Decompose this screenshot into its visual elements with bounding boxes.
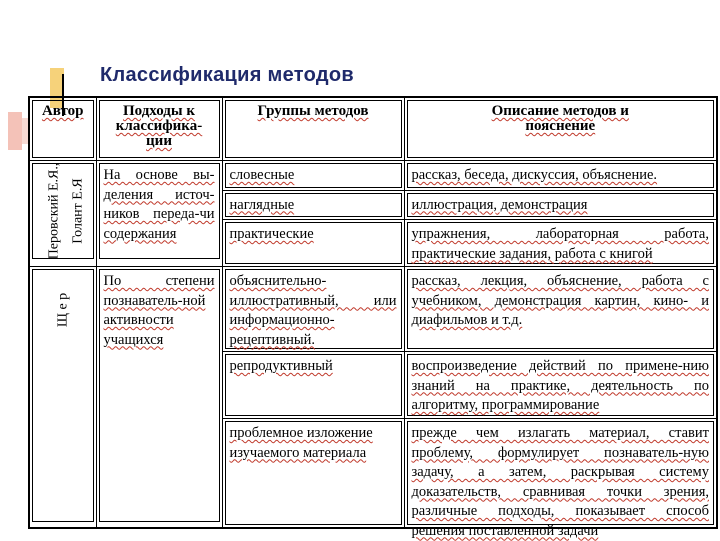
group-cell: [222, 161, 404, 191]
author-name-1a: Перовский Е.Я.,: [46, 162, 62, 260]
author-cell-1: [29, 161, 96, 267]
methods-table: [28, 96, 718, 539]
group-cell: [222, 419, 404, 529]
slide-title: Классификация методов: [100, 64, 354, 86]
description-cell: [404, 190, 717, 220]
header-description-line1: Описание методов и: [491, 103, 629, 119]
header-row: [29, 97, 717, 161]
header-author-text: Автор: [41, 103, 84, 119]
group-text: наглядные: [229, 196, 295, 213]
author-cell-2: [29, 267, 96, 529]
header-groups-text: Группы методов: [257, 103, 369, 119]
author-name-1b: Голант Е.Я: [70, 178, 86, 244]
group-cell: [222, 190, 404, 220]
group-text: практические: [229, 226, 314, 242]
header-approach-line1: Подходы к: [122, 103, 195, 119]
description-text: рассказ, лекция, объяснение, работа с учебником, демонстрация картин, кино- и диафильмов и т.д.: [411, 273, 709, 328]
description-cell: [404, 352, 717, 419]
description-cell: [404, 267, 717, 352]
header-approach-line3: ции: [146, 133, 172, 149]
group-cell: [222, 267, 404, 352]
description-text: иллюстрация, демонстрация: [411, 196, 588, 213]
group-cell: [222, 220, 404, 267]
author-name-2: Щ е р: [55, 292, 71, 328]
description-cell: [404, 419, 717, 539]
description-text: воспроизведение действий по примене-нию знаний на практике, деятельность по алгоритму, программирование: [411, 358, 709, 413]
approach-cell-2: [96, 267, 222, 529]
description-text: прежде чем излагать материал, ставит проблему, формулирует познаватель-ную задачу, а затем, раскрывая систему доказательств, сравнивая точки зрения, различные подходы, показывает способ решения поставленной задачи: [411, 425, 709, 539]
group-text: репродуктивный: [229, 358, 333, 374]
table-row: [29, 267, 717, 352]
group-text: словесные: [229, 167, 295, 183]
decorative-bar-red: [8, 112, 22, 150]
description-cell: [404, 220, 717, 267]
header-description-line2: пояснение: [525, 118, 596, 134]
header-description: [404, 97, 717, 161]
table-row: [29, 161, 717, 191]
header-author: [29, 97, 96, 161]
group-cell: [222, 352, 404, 419]
approach-text-2: По степени познаватель-ной активности учащихся: [103, 273, 215, 348]
description-text: упражнения, лабораторная работа, практические задания, работа с книгой: [411, 226, 709, 262]
header-groups: [222, 97, 404, 161]
approach-cell-1: [96, 161, 222, 267]
description-cell: [404, 161, 717, 191]
group-text: объяснительно-иллюстративный, или информационно-рецептивный.: [229, 273, 397, 348]
description-text: рассказ, беседа, дискуссия, объяснение.: [411, 167, 658, 183]
header-approach-line2: классифика-: [115, 118, 203, 134]
header-approach: [96, 97, 222, 161]
approach-text-1: На основе вы-деления источ-ников переда-чи содержания: [103, 167, 215, 242]
group-text: проблемное изложение изучаемого материала: [229, 425, 373, 461]
